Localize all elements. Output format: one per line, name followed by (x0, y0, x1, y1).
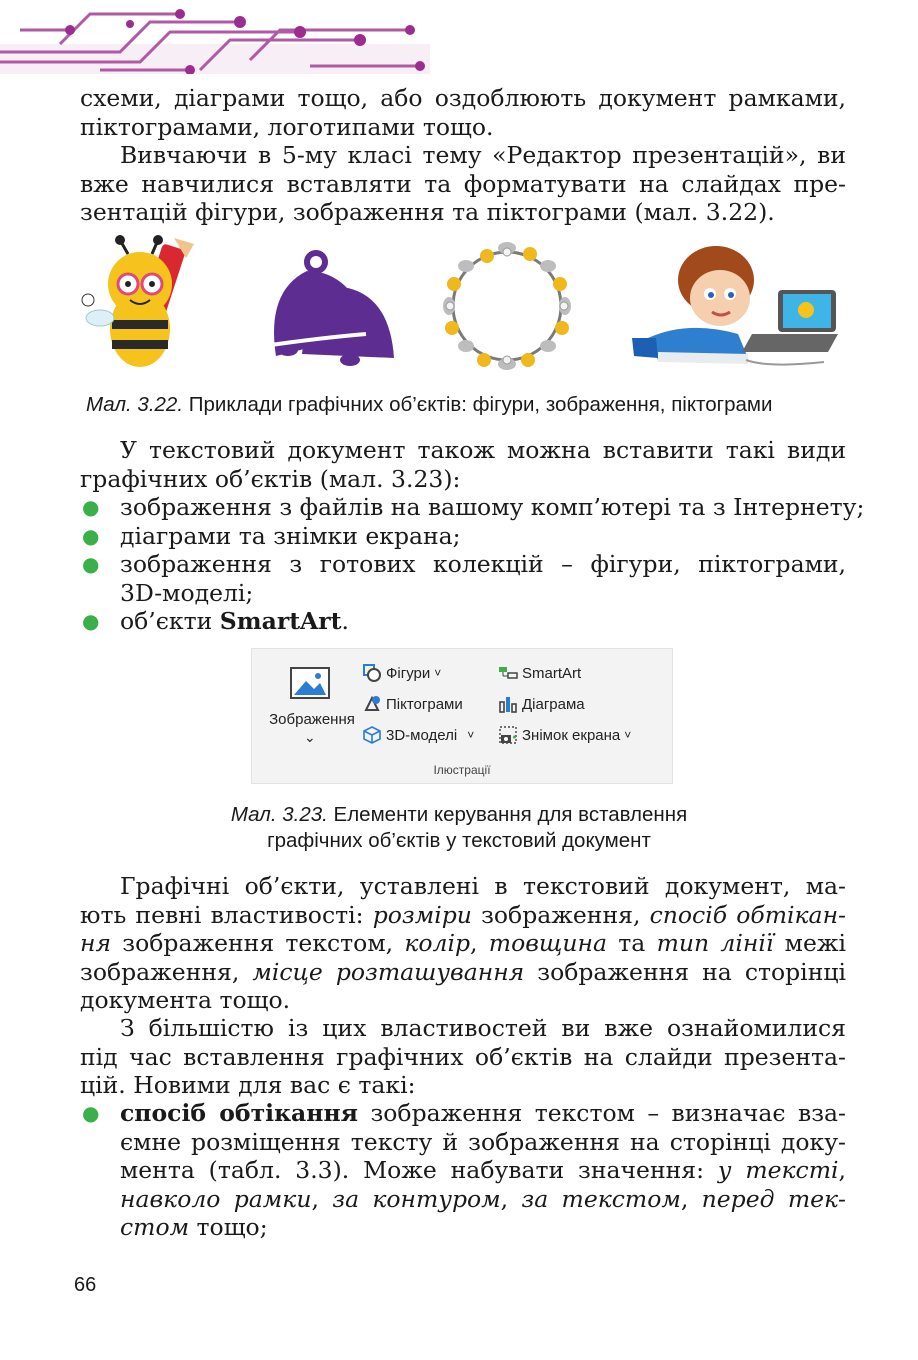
text-run: мента (табл. 3.3). Може набувати значення: (120, 1156, 718, 1185)
text-run: та (607, 929, 657, 958)
pictures-button[interactable] (260, 663, 356, 749)
3d-models-label: 3D-моделі (386, 726, 458, 744)
text-run: зображення, (471, 900, 650, 929)
term: спосіб обтікання (120, 1099, 359, 1127)
screenshot-label: Знімок екрана (522, 726, 621, 744)
text-line: під час вставлення графічних об’єктів на слайди презента- (80, 1042, 846, 1071)
illustrations-ribbon-group (251, 648, 673, 784)
text-line: У текстовий документ також можна вставити такі види (120, 436, 846, 464)
figure-3-22-caption (86, 393, 772, 417)
bullet-icon: ● (82, 523, 100, 548)
text-line: цій. Новими для вас є такі: (80, 1071, 416, 1100)
text-line (80, 929, 846, 958)
caption-text: Елементи керування для вставлення (327, 803, 688, 826)
text-line (80, 958, 846, 987)
paragraph-2 (80, 141, 846, 227)
icons-button[interactable] (362, 694, 463, 714)
text-line: графічних об’єктів (мал. 3.23): (80, 464, 461, 493)
term: у тексті (717, 1156, 839, 1185)
3d-models-button[interactable] (362, 725, 474, 745)
text-run: , (311, 1184, 333, 1213)
term: місце розташування (252, 957, 525, 986)
text-run: зображення текстом – визначає вза- (358, 1099, 847, 1127)
page-number: 66 (74, 1274, 97, 1296)
text-line: документа тощо. (80, 986, 291, 1015)
term: стом (120, 1213, 190, 1242)
new-properties-list (80, 1099, 846, 1242)
term: колір (404, 929, 471, 958)
term: розміри (372, 900, 472, 929)
chevron-down-icon: ˅ (434, 666, 442, 680)
text-line: Вивчаючи в 5-му класі тему «Редактор презентацій», ви (120, 141, 846, 169)
caption-text: графічних об’єктів у текстовий документ (267, 829, 651, 852)
list-item-text: діаграми та знімки екрана; (120, 521, 461, 550)
chart-button[interactable] (498, 694, 585, 714)
term: за контуром (332, 1184, 501, 1213)
paragraph-3 (80, 436, 846, 493)
text-line: зентацій фігури, зображення та піктограми (мал. 3.22). (80, 198, 775, 227)
list-item-text: зображення з готових колекцій – фігури, піктограми, (120, 550, 846, 579)
screenshot-button[interactable] (498, 725, 631, 745)
picture-icon (290, 667, 330, 699)
paragraph-5 (80, 1014, 846, 1100)
circuit-decoration (0, 0, 430, 74)
bullet-icon: ● (82, 1101, 100, 1125)
bells-icon (244, 250, 398, 370)
chevron-down-icon: ˅ (624, 728, 632, 742)
text-run: , (470, 929, 489, 958)
caption-label: Мал. 3.23. (230, 803, 328, 826)
ribbon-group-label: Ілюстрації (433, 763, 491, 777)
list-item (80, 493, 865, 522)
list-item-text: . (341, 607, 350, 636)
caption-label: Мал. 3.22. (86, 393, 184, 416)
text-run: зображення, (80, 957, 253, 986)
text-run: , (500, 1184, 522, 1213)
icons-icon (362, 694, 382, 714)
text-run: зображення на сторінці (524, 957, 846, 986)
term: ня (80, 929, 112, 958)
caption-text: Приклади графічних об’єктів: фігури, зображення, піктограми (183, 393, 773, 416)
bullet-icon: ● (82, 609, 100, 634)
smartart-icon (498, 663, 518, 683)
list-item (80, 522, 846, 551)
text-line: вже навчилися вставляти та форматувати на слайдах пре- (80, 169, 846, 198)
term: за текстом (521, 1184, 681, 1213)
text-line (80, 901, 846, 930)
text-line: піктограмами, логотипами тощо. (80, 112, 494, 141)
term: навколо рамки (120, 1184, 312, 1213)
chart-label: Діаграма (522, 695, 585, 713)
list-item-text: об’єкти (120, 607, 220, 636)
text-line (120, 1185, 846, 1214)
text-line: Графічні об’єкти, уставлені в текстовий документ, ма- (120, 872, 846, 900)
term: товщина (488, 929, 608, 958)
list-item (80, 1099, 846, 1242)
shapes-button[interactable] (362, 663, 441, 683)
chevron-down-icon: ˅ (467, 728, 475, 742)
list-item-text: зображення з файлів на вашому комп’ютері та з Інтернету; (120, 493, 865, 521)
smartart-label: SmartArt (522, 664, 582, 682)
text-run: межі (773, 929, 846, 958)
paragraph-4 (80, 872, 846, 1015)
graphic-objects-list (80, 493, 865, 636)
bee-illustration (78, 234, 213, 376)
text-run: , (680, 1184, 702, 1213)
term: спосіб обтікан- (649, 900, 846, 929)
list-item (80, 550, 846, 607)
list-item (80, 607, 846, 636)
pictures-label: Зображення (269, 711, 355, 728)
text-line: З більшістю із цих властивостей ви вже ознайомилися (120, 1014, 846, 1042)
text-run: , (838, 1156, 846, 1185)
text-line (120, 1099, 846, 1128)
icons-label: Піктограми (386, 695, 463, 713)
term: перед тек- (701, 1184, 846, 1213)
cube-icon (362, 725, 382, 745)
text-line (120, 1156, 846, 1185)
chevron-down-icon: ⌄ (304, 729, 316, 745)
text-run: зображення текстом, (111, 929, 405, 958)
term: тип лінії (656, 929, 774, 958)
text-line: ємне розміщення тексту й зображення на сторінці доку- (120, 1127, 846, 1156)
text-run: ють певні властивості: (80, 900, 373, 929)
bullet-icon: ● (82, 552, 100, 577)
bullet-icon: ● (82, 495, 100, 519)
smartart-term: SmartArt (219, 607, 342, 636)
boy-laptop-illustration (628, 242, 848, 376)
shapes-label: Фігури (386, 664, 431, 682)
text-line: схеми, діаграми тощо, або оздоблюють документ рамками, (80, 84, 846, 112)
camera-icon (498, 725, 518, 745)
list-item-text: 3D-моделі; (120, 578, 254, 607)
shapes-icon (362, 663, 382, 683)
text-line (120, 1213, 846, 1242)
paragraph-1 (80, 84, 846, 141)
chart-icon (498, 694, 518, 714)
wreath-illustration (432, 236, 582, 376)
figure-3-23-caption (0, 802, 918, 854)
smartart-button[interactable] (498, 663, 581, 683)
text-run: тощо; (189, 1213, 268, 1242)
